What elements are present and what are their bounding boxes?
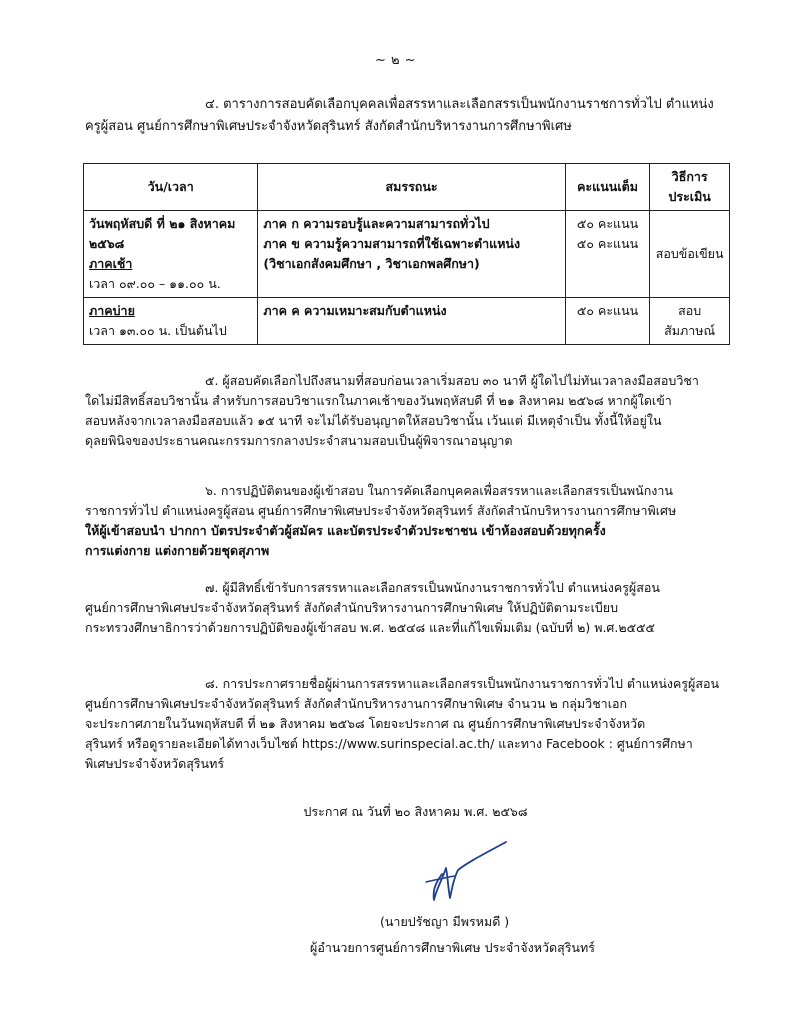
row1-comp-b: ภาค ข ความรู้ความสามารถที่ใช้เฉพาะตำแหน่ง	[263, 236, 521, 251]
row1-comp-b-detail: (วิชาเอกสังคมศึกษา , วิชาเอกพลศึกษา)	[263, 256, 480, 271]
row2-score-cell	[565, 298, 650, 345]
row2-method-cell: สอบสัมภาษณ์	[650, 298, 730, 345]
section-4-heading	[85, 94, 725, 138]
section-8-line: ศูนย์การศึกษาพิเศษประจำจังหวัดสุรินทร์ สังกัดสำนักบริหารงานการศึกษาพิเศษ จำนวน ๒ กลุ่มวิชาเอก	[85, 696, 628, 711]
row1-session: ภาคเช้า	[89, 256, 133, 271]
section-5-paragraph	[85, 371, 730, 451]
signer-title: ผู้อำนวยการศูนย์การศึกษาพิเศษ ประจำจังหวัดสุรินทร์	[310, 940, 595, 955]
section-5-line: ๕. ผู้สอบคัดเลือกไปถึงสนามที่สอบก่อนเวลาเริ่มสอบ ๓๐ นาที ผู้ใดไปไม่ทันเวลาลงมือสอบวิชา	[205, 373, 699, 388]
section-6-paragraph	[85, 481, 730, 561]
section-8-line: ๘. การประกาศรายชื่อผู้ผ่านการสรรหาและเลือกสรรเป็นพนักงานราชการทั่วไป ตำแหน่งครูผู้สอน	[205, 676, 720, 691]
row1-method-cell: สอบข้อเขียน	[650, 211, 730, 298]
signer-name: (นายปรัชญา มีพรหมดี )	[380, 914, 510, 929]
section-6-line: ๖. การปฏิบัติตนของผู้เข้าสอบ ในการคัดเลือกบุคคลเพื่อสรรหาและเลือกสรรเป็นพนักงาน	[205, 483, 673, 498]
row1-score-cell	[565, 211, 650, 298]
section-5-line: สอบหลังจากเวลาลงมือสอบแล้ว ๑๕ นาที จะไม่ได้รับอนุญาตให้สอบวิชานั้น เว้นแต่ มีเหตุจำเป็น ทั้งนี้ให้อยู่ใน	[85, 413, 662, 428]
section-5-line: ดุลยพินิจของประธานคณะกรรมการกลางประจำสนามสอบเป็นผู้พิจารณาอนุญาต	[85, 433, 513, 448]
section-5-line: ใดไม่มีสิทธิ์สอบวิชานั้น สำหรับการสอบวิชาแรกในภาคเช้าของวันพฤหัสบดี ที่ ๒๑ สิงหาคม ๒๕๖๘ หากผู้ใดเข้า	[85, 393, 672, 408]
row2-comp-c: ภาค ค ความเหมาะสมกับตำแหน่ง	[263, 303, 447, 318]
announcement-date: ประกาศ ณ วันที่ ๒๐ สิงหาคม พ.ศ. ๒๕๖๘	[303, 804, 528, 819]
section-7-paragraph	[85, 578, 730, 638]
row2-competency-cell	[258, 298, 565, 345]
header-method: วิธีการประเมิน	[650, 164, 730, 211]
section-8-line: สุรินทร์ หรือดูรายละเอียดได้ทางเว็บไซต์ https://www.surinspecial.ac.th/ และทาง Facebook : ศูนย์การศึกษา	[85, 736, 693, 751]
table-row	[84, 211, 730, 298]
section-4-line: ๔. ตารางการสอบคัดเลือกบุคคลเพื่อสรรหาและเลือกสรรเป็นพนักงานราชการทั่วไป ตำแหน่ง	[205, 97, 714, 112]
table-row	[84, 298, 730, 345]
section-6-line: ราชการทั่วไป ตำแหน่งครูผู้สอน ศูนย์การศึกษาพิเศษประจำจังหวัดสุรินทร์ สังกัดสำนักบริหารงานการศึกษาพิเศษ	[85, 503, 677, 518]
header-date: วัน/เวลา	[84, 164, 258, 211]
row1-date-cell	[84, 211, 258, 298]
section-8-line: พิเศษประจำจังหวัดสุรินทร์	[85, 756, 225, 771]
section-6-line-bold: การแต่งกาย แต่งกายด้วยชุดสุภาพ	[85, 543, 270, 558]
row2-time: เวลา ๑๓.๐๐ น. เป็นต้นไป	[89, 323, 227, 338]
section-7-line: กระทรวงศึกษาธิการว่าด้วยการปฏิบัติของผู้เข้าสอบ พ.ศ. ๒๕๔๘ และที่แก้ไขเพิ่มเติม (ฉบับที่ ๒) พ.ศ.๒๕๕๕	[85, 620, 655, 635]
row1-competency-cell	[258, 211, 565, 298]
section-8-line: จะประกาศภายในวันพฤหัสบดี ที่ ๒๑ สิงหาคม ๒๕๖๘ โดยจะประกาศ ณ ศูนย์การศึกษาพิเศษประจำจังหวัด	[85, 716, 646, 731]
row2-session: ภาคบ่าย	[89, 303, 135, 318]
handwritten-signature	[420, 838, 520, 908]
row1-score-b: ๕๐ คะแนน	[576, 236, 639, 251]
row1-time: เวลา ๐๙.๐๐ – ๑๑.๐๐ น.	[89, 276, 221, 291]
section-7-line: ศูนย์การศึกษาพิเศษประจำจังหวัดสุรินทร์ สังกัดสำนักบริหารงานการศึกษาพิเศษ ให้ปฏิบัติตามระเบียบ	[85, 600, 619, 615]
row2-score-c: ๕๐ คะแนน	[576, 303, 639, 318]
row1-date-line2: ๒๕๖๘	[89, 236, 125, 251]
row2-date-cell	[84, 298, 258, 345]
section-7-line: ๗. ผู้มีสิทธิ์เข้ารับการสรรหาและเลือกสรรเป็นพนักงานราชการทั่วไป ตำแหน่งครูผู้สอน	[205, 580, 660, 595]
page-number: ~ ๒ ~	[374, 53, 417, 68]
exam-schedule-table	[83, 163, 730, 345]
header-competency: สมรรถนะ	[258, 164, 565, 211]
section-6-line-bold: ให้ผู้เข้าสอบนำ ปากกา บัตรประจำตัวผู้สมัคร และบัตรประจำตัวประชาชน เข้าห้องสอบด้วยทุกครั้ง	[85, 523, 606, 538]
row1-comp-a: ภาค ก ความรอบรู้และความสามารถทั่วไป	[263, 216, 490, 231]
table-header-row	[84, 164, 730, 211]
section-4-line: ครูผู้สอน ศูนย์การศึกษาพิเศษประจำจังหวัดสุรินทร์ สังกัดสำนักบริหารงานการศึกษาพิเศษ	[85, 119, 572, 134]
section-8-paragraph	[85, 674, 730, 774]
row1-score-a: ๕๐ คะแนน	[576, 216, 639, 231]
row1-date-line1: วันพฤหัสบดี ที่ ๒๑ สิงหาคม	[89, 216, 236, 231]
header-score: คะแนนเต็ม	[565, 164, 650, 211]
